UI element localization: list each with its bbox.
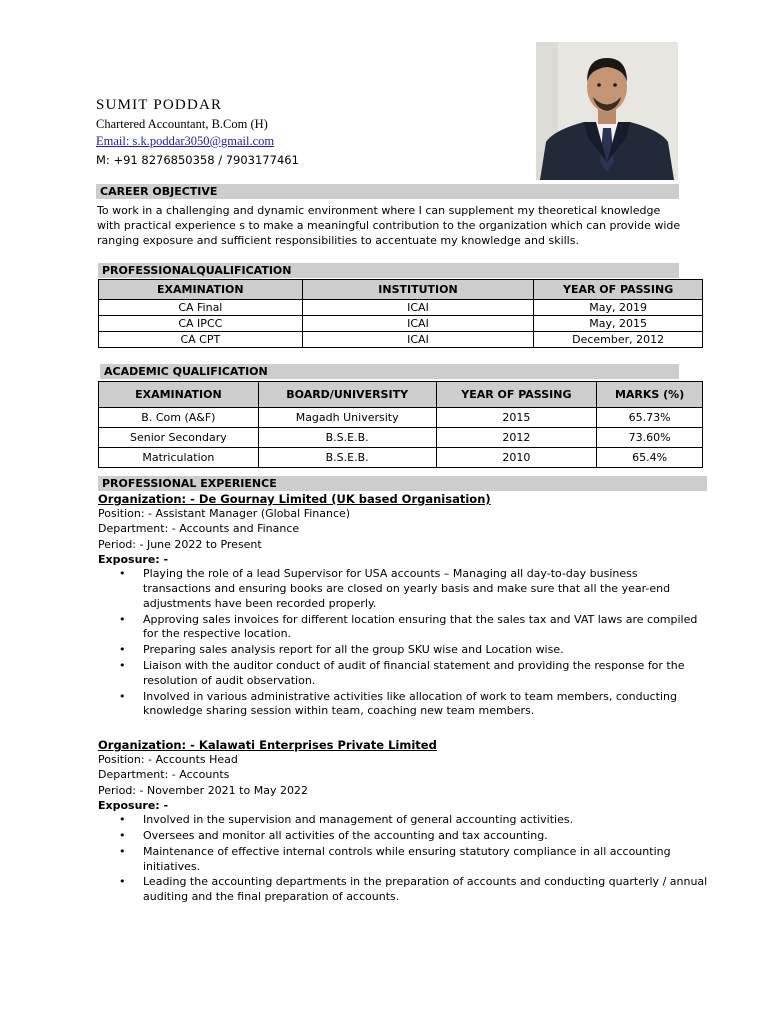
table-cell: 2012 xyxy=(436,428,597,448)
job-entry xyxy=(98,492,708,720)
table-cell: Matriculation xyxy=(99,448,259,468)
table-row xyxy=(99,428,703,448)
portrait-illustration xyxy=(536,42,678,180)
table-cell: B. Com (A&F) xyxy=(99,408,259,428)
list-item: • Involved in the supervision and management of general accounting activities. xyxy=(98,813,708,828)
table-cell: December, 2012 xyxy=(534,332,703,348)
candidate-title: Chartered Accountant, B.Com (H) xyxy=(96,117,268,131)
table-cell: 65.73% xyxy=(597,408,703,428)
table-cell: B.S.E.B. xyxy=(258,428,436,448)
professional-qualification-table xyxy=(98,279,703,348)
table-cell: 73.60% xyxy=(597,428,703,448)
column-header: MARKS (%) xyxy=(597,382,703,408)
table-row xyxy=(99,332,703,348)
job-department: Department: - Accounts and Finance xyxy=(98,522,300,536)
academic-qualification-table xyxy=(98,381,703,468)
job-period: Period: - November 2021 to May 2022 xyxy=(98,783,308,797)
profile-photo xyxy=(536,42,678,180)
table-row xyxy=(99,300,703,316)
table-header-row xyxy=(99,280,703,300)
column-header: EXAMINATION xyxy=(99,280,303,300)
table-cell: CA Final xyxy=(99,300,303,316)
column-header: BOARD/UNIVERSITY xyxy=(258,382,436,408)
table-cell: CA IPCC xyxy=(99,316,303,332)
list-item: • Leading the accounting departments in the preparation of accounts and conducting quarterly / annual auditing and the final preparation of accounts. xyxy=(98,875,708,905)
organization-name: Organization: - De Gournay Limited (UK based Organisation) xyxy=(98,492,491,506)
table-cell: ICAI xyxy=(302,316,534,332)
job-entry xyxy=(98,738,708,906)
career-objective-text xyxy=(97,203,687,248)
table-cell: 2010 xyxy=(436,448,597,468)
professional-experience-heading: PROFESSIONAL EXPERIENCE xyxy=(98,476,707,491)
job-position: Position: - Accounts Head xyxy=(98,753,238,766)
column-header: YEAR OF PASSING xyxy=(534,280,703,300)
table-row xyxy=(99,408,703,428)
exposure-list xyxy=(98,567,708,719)
list-item: • Oversees and monitor all activities of the accounting and tax accounting. xyxy=(98,829,708,844)
list-item: • Approving sales invoices for different location ensuring that the sales tax and VAT laws are compiled for the respective location. xyxy=(98,613,708,643)
table-cell: May, 2015 xyxy=(534,316,703,332)
job-period: Period: - June 2022 to Present xyxy=(98,537,262,551)
candidate-name: SUMIT PODDAR xyxy=(96,97,223,113)
table-cell: B.S.E.B. xyxy=(258,448,436,468)
mobile-number: M: +91 8276850358 / 7903177461 xyxy=(96,153,299,167)
professional-qualification-heading: PROFESSIONALQUALIFICATION xyxy=(98,263,679,278)
objective-line: with practical experience s to make a meaningful contribution to the organization which can provide wide xyxy=(97,219,681,232)
objective-line: ranging exposure and sufficient responsibilities to accentuate my knowledge and skills. xyxy=(97,234,579,247)
exposure-label: Exposure: - xyxy=(98,552,169,566)
table-cell: CA CPT xyxy=(99,332,303,348)
list-item: • Preparing sales analysis report for all the group SKU wise and Location wise. xyxy=(98,643,708,658)
table-cell: May, 2019 xyxy=(534,300,703,316)
column-header: INSTITUTION xyxy=(302,280,534,300)
column-header: YEAR OF PASSING xyxy=(436,382,597,408)
table-cell: 2015 xyxy=(436,408,597,428)
table-cell: ICAI xyxy=(302,300,534,316)
career-objective-heading: CAREER OBJECTIVE xyxy=(96,184,679,199)
job-department: Department: - Accounts xyxy=(98,768,230,782)
table-header-row xyxy=(99,382,703,408)
table-cell: 65.4% xyxy=(597,448,703,468)
job-position: Position: - Assistant Manager (Global Finance) xyxy=(98,507,351,520)
email-link[interactable]: Email: s.k.poddar3050@gmail.com xyxy=(96,134,275,148)
academic-qualification-heading: ACADEMIC QUALIFICATION xyxy=(100,364,679,379)
table-row xyxy=(99,316,703,332)
table-cell: Senior Secondary xyxy=(99,428,259,448)
table-row xyxy=(99,448,703,468)
list-item: • Liaison with the auditor conduct of audit of financial statement and providing the response for the resolution of audit observation. xyxy=(98,659,708,689)
list-item: • Maintenance of effective internal controls while ensuring statutory compliance in all accounting initiatives. xyxy=(98,845,708,875)
list-item: • Involved in various administrative activities like allocation of work to team members, conducting knowledge sharing session within team, coaching new team members. xyxy=(98,690,708,720)
exposure-list xyxy=(98,813,708,905)
exposure-label: Exposure: - xyxy=(98,798,169,812)
column-header: EXAMINATION xyxy=(99,382,259,408)
table-cell: ICAI xyxy=(302,332,534,348)
list-item: • Playing the role of a lead Supervisor for USA accounts – Managing all day-to-day business transactions and ensuring books are closed on yearly basis and make sure that all the year-end adjustments have been recorded properly. xyxy=(98,567,708,611)
organization-name: Organization: - Kalawati Enterprises Private Limited xyxy=(98,738,437,752)
table-cell: Magadh University xyxy=(258,408,436,428)
objective-line: To work in a challenging and dynamic environment where I can supplement my theoretical knowledge xyxy=(97,204,661,217)
